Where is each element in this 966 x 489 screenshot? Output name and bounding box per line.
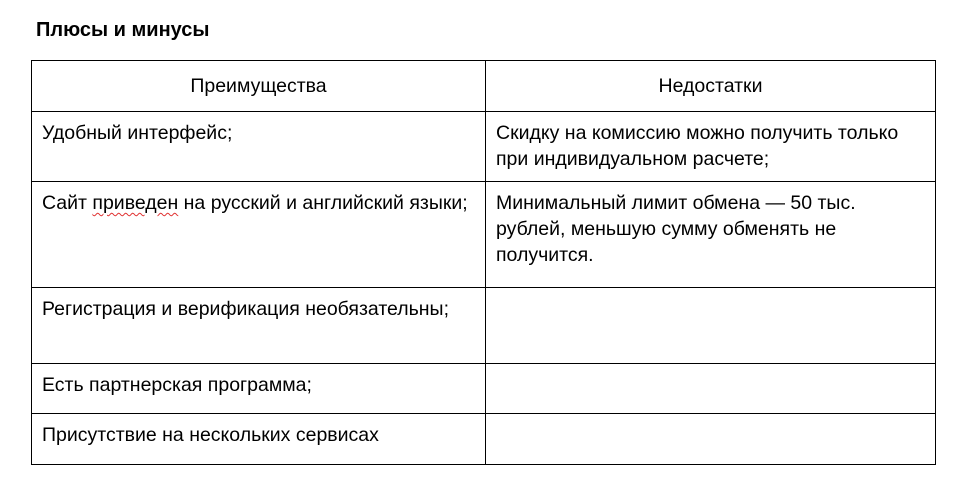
spellcheck-flagged-word[interactable]: приведен [92,192,179,214]
advantage-cell[interactable]: Есть партнерская программа; [32,364,486,414]
advantage-cell[interactable]: Регистрация и верификация необязательны; [32,288,486,364]
disadvantage-cell[interactable]: Минимальный лимит обмена — 50 тыс. рублей, меньшую сумму обменять не получится. [486,182,936,288]
advantage-cell[interactable]: Удобный интерфейс; [32,112,486,182]
advantage-cell[interactable] [32,182,486,288]
disadvantage-cell-empty[interactable] [486,288,936,364]
header-advantages: Преимущества [32,61,486,112]
document-heading: Плюсы и минусы [36,19,210,41]
pros-cons-table [31,60,936,465]
advantage-text-part: на русский и английский языки; [178,192,468,214]
table-row [32,414,936,465]
table-header-row [32,61,936,112]
advantage-cell[interactable]: Присутствие на нескольких сервисах [32,414,486,465]
disadvantage-cell-empty[interactable] [486,414,936,465]
advantage-text-part: Сайт [42,192,93,214]
table-row [32,112,936,182]
disadvantage-cell[interactable]: Скидку на комиссию можно получить только при индивидуальном расчете; [486,112,936,182]
table-row [32,288,936,364]
header-disadvantages: Недостатки [486,61,936,112]
table-row [32,182,936,288]
disadvantage-cell-empty[interactable] [486,364,936,414]
table-row [32,364,936,414]
